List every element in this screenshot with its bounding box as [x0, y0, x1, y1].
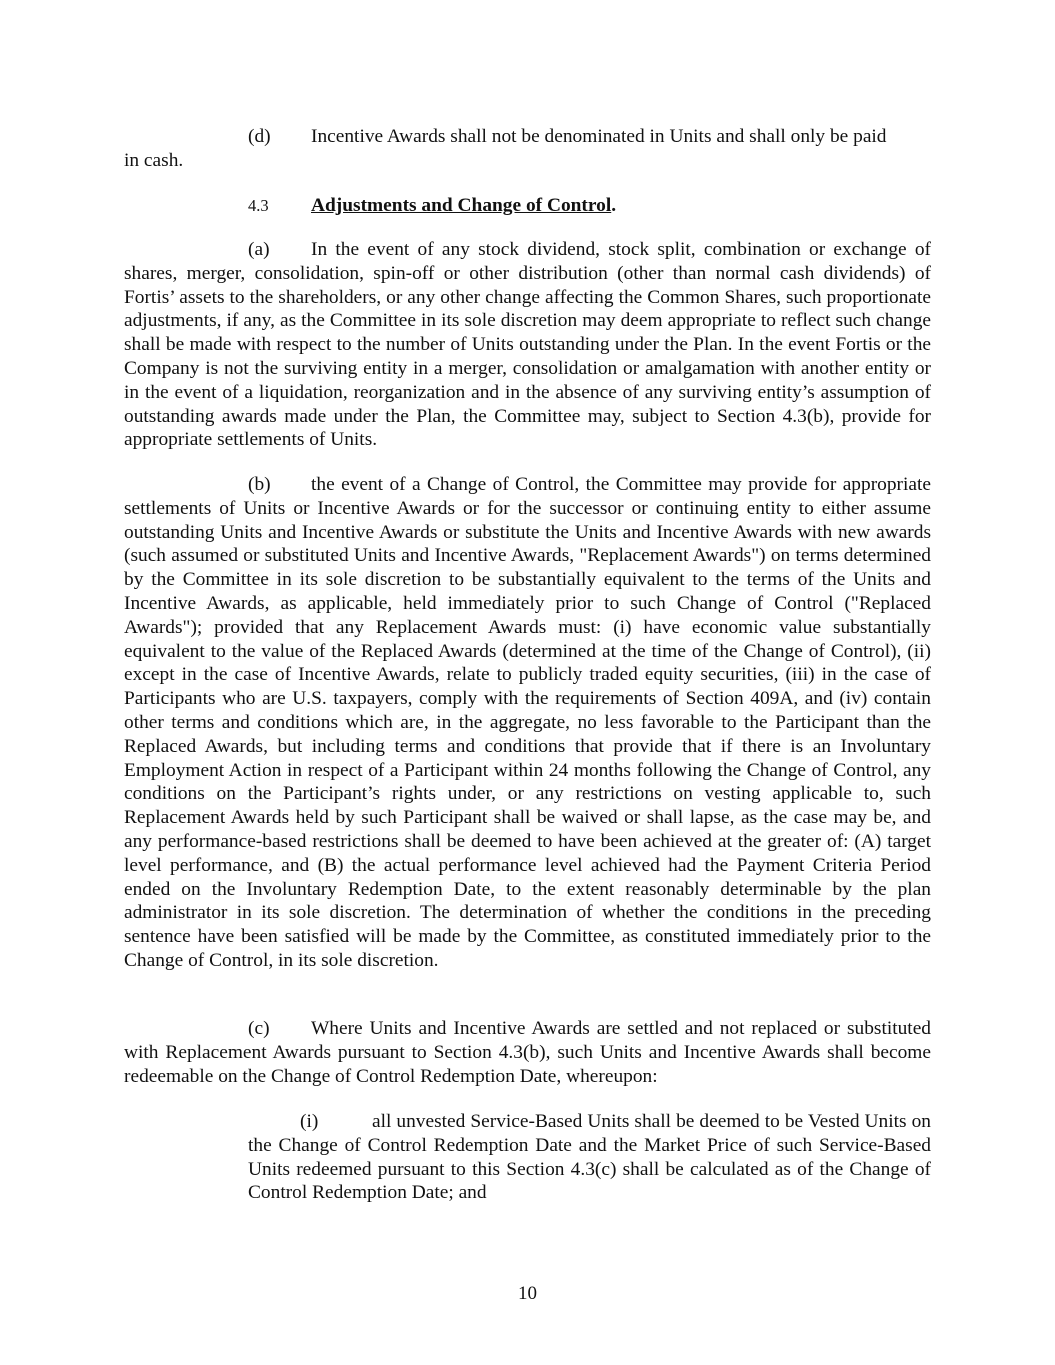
- page-number: 10: [518, 1283, 537, 1304]
- paragraph-d: [124, 125, 931, 149]
- section-heading-number: 4.3: [248, 196, 269, 215]
- paragraph-c-text: Where Units and Incentive Awards are settled and not replaced or substituted with Replacement Awards pursuant to Section 4.3(b), such Units and Incentive Awards shall become redeemable on the Change of Control Redemption Date, whereupon:: [124, 1018, 931, 1087]
- paragraph-d-text-rest: in cash.: [124, 150, 184, 171]
- paragraph-b-label: (b): [248, 474, 271, 495]
- paragraph-c: [124, 1017, 931, 1088]
- paragraph-i: [248, 1110, 931, 1205]
- section-heading-period: .: [611, 195, 617, 216]
- paragraph-d-text: Incentive Awards shall not be denominated in Units and shall only be paid: [311, 126, 887, 147]
- paragraph-a: [124, 238, 931, 452]
- section-heading-title: Adjustments and Change of Control: [311, 195, 612, 216]
- paragraph-d-continuation: [124, 149, 931, 173]
- paragraph-a-text: In the event of any stock dividend, stock split, combination or exchange of shares, merger, consolidation, spin-off or other distribution (other than normal cash dividends) of Fortis’ assets to the shareholders, or any other change affecting the Common Shares, such proportionate adjustments, if any, as the Committee in its sole discretion may deem appropriate to reflect such change shall be made with respect to the number of Units outstanding under the Plan. In the event Fortis or the Company is not the surviving entity in a merger, consolidation or amalgamation with another entity or in the event of a liquidation, reorganization and in the absence of any surviving entity’s assumption of outstanding awards made under the Plan, the Committee may, subject to Section 4.3(b), provide for appropriate settlements of Units.: [124, 239, 931, 451]
- paragraph-c-label: (c): [248, 1018, 270, 1039]
- paragraph-b-text: the event of a Change of Control, the Committee may provide for appropriate settlements of Units or Incentive Awards or for the successor or continuing entity to either assume outstanding Units and Incentive Awards or substitute the Units and Incentive Awards with new awards (such assumed or substituted Units and Incentive Awards, "Replacement Awards") on terms determined by the Committee in its sole discretion to be substantially equivalent to the terms of the Units and Incentive Awards, as applicable, held immediately prior to such Change of Control ("Replaced Awards"); provided that any Replacement Awards must: (i) have economic value substantially equivalent to the value of the Replaced Awards (determined at the time of the Change of Control), (ii) except in the case of Incentive Awards, relate to publicly traded equity securities, (iii) in the case of Participants who are U.S. taxpayers, comply with the requirements of Section 409A, and (iv) contain other terms and conditions which are, in the aggregate, no less favorable to the Participant than the Replaced Awards, but including terms and conditions that provide that if there is an Involuntary Employment Action in respect of a Participant within 24 months following the Change of Control, any conditions on the Participant’s rights under, or any restrictions on vesting applicable to, such Replacement Awards held by such Participant shall be waived or shall lapse, as the case may be, and any performance-based restrictions shall be deemed to have been achieved at the greater of: (A) target level performance, and (B) the actual performance level achieved had the Payment Criteria Period ended on the Involuntary Redemption Date, to the extent reasonably determinable by the plan administrator in its sole discretion. The determination of whether the conditions in the preceding sentence have been satisfied will be made by the Committee, as constituted immediately prior to the Change of Control, in its sole discretion.: [124, 474, 931, 971]
- paragraph-i-text: all unvested Service-Based Units shall be deemed to be Vested Units on the Change of Control Redemption Date and the Market Price of such Service-Based Units redeemed pursuant to this Section 4.3(c) shall be calculated as of the Change of Control Redemption Date; and: [248, 1111, 931, 1204]
- paragraph-b: [124, 473, 931, 973]
- section-heading: [124, 194, 931, 218]
- paragraph-i-label: (i): [300, 1111, 319, 1132]
- paragraph-a-label: (a): [248, 239, 270, 260]
- paragraph-d-label: (d): [248, 126, 271, 147]
